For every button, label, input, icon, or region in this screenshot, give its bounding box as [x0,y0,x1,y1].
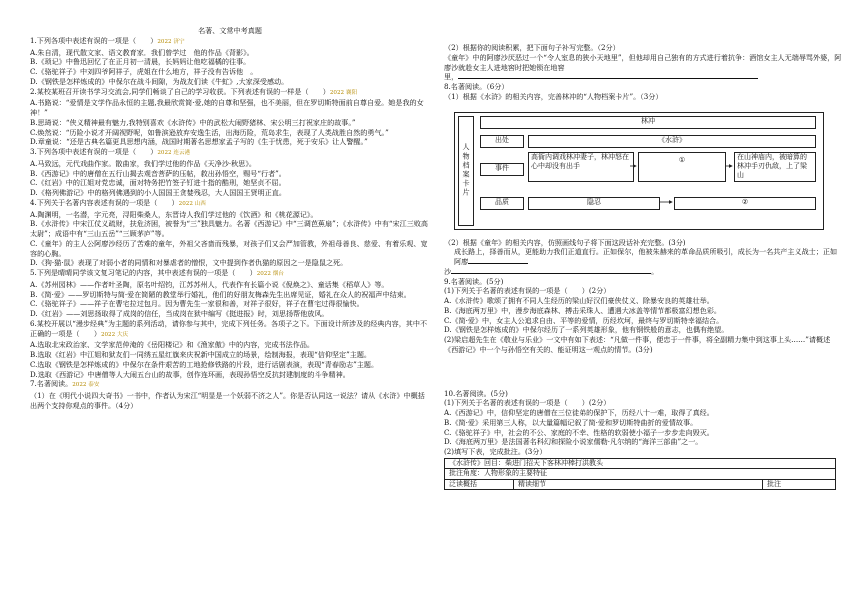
source-year-tag: 2022 山西 [178,200,206,207]
right-column [444,43,844,490]
left-lines-line [30,188,430,198]
q8-blank-1[interactable] [468,263,528,264]
table-col-skim: 泛读概括 [445,479,514,490]
right-q10-text: D.《海底两万里》是法国著名科幻和探险小说家儒勒·凡尔纳的“海洋三部曲”之一。 [444,437,703,447]
left-lines-line [30,219,430,239]
left-lines-line [30,299,430,309]
card-event-2: ① [638,152,726,182]
right-q9-text: B.《海底两万里》中，漫步海底森林、搏击采珠人、遭遇大冰盖等情节都极富幻想色彩。 [444,305,722,315]
card-source-label: 出处 [480,135,524,148]
left-lines-line [30,118,430,128]
left-lines-line [30,379,430,391]
source-year-tag: 2022 大庆 [100,331,129,338]
right-q7b-text: 里， [444,72,459,82]
question-9 [444,286,844,354]
card-side-label: 人物档案卡片 [458,116,474,226]
left-lines-text: 3.下列各项中表述有误的一项是（ ） [30,147,158,156]
left-lines-line [30,57,430,67]
left-lines-text: D.章童说：“还是古典名篇更具思想内涵，战国时期著名思想家孟子写的《生于忧患，死于安乐》让人警醒。” [30,137,368,147]
right-q7b-text: 《童年》中的阿廖沙厌恶过一个“令人室息的狭小天地里”，但他却用自己独有的方式进行着抗争：酒馆女主人无端辱骂外婆，阿廖沙就趁女主人进地窖时把她锁在地窖 [444,52,842,72]
left-lines-text: C.焕然说：“历险小说才开阔视野呢，如鲁滨逊放弃安逸生活，出海历险，荒岛求生，表现了人类战胜自然的勇气。” [30,127,389,137]
right-q7b-text: （2）根据你的阅读积累，把下面句子补写完整。（2分） [444,43,620,52]
left-lines-line [30,280,430,290]
right-q10-text: A.《西游记》中，信仰坚定的唐僧在三位徒弟的保护下，历经八十一难，取得了真经。 [444,408,714,417]
table-col-detail: 精读细节 [514,479,763,490]
left-lines-text: A.书路说：“爱情是文学作品永恒的主题,我最欣赏简·爱,她的自尊和坚强，也不美丽，但在罗切斯特面前自尊自爱。她是我的女神！” [30,98,424,117]
left-lines-text: C.选取《钢铁是怎样炼成的》中保尔在条件艰苦的工地抢修铁路的片段，进行话剧表演，表现“青春励志”主题。 [30,359,379,369]
right-q9-line [444,286,844,296]
source-year-tag: 2022 济宁 [157,38,185,45]
q8-part2-line2: 沙 。 [444,266,659,276]
left-lines-text: B.《简·爱》——罗切斯特与简·爱在简陋的教堂举行婚礼，他们的好朋友梅森先生出席见证，婚礼在众人的祝福声中结束。 [30,289,411,299]
right-q10-line [444,418,844,428]
left-lines-line [30,169,430,179]
source-year-tag: 2022 连云港 [157,150,191,156]
right-q9-text: (1)下列关于名著的表述有误的一项是（ ）(2分） [444,286,611,296]
left-lines-text: C.《骆驼祥子》——祥子在曹宅拉过包月。因为曹先生一家很和善，对祥子很好，祥子在曹宅过得很愉快。 [30,299,364,309]
q8-heading: 8.名著阅读。（6分） [444,82,509,91]
q8-blank-2[interactable] [451,273,651,274]
q8-part2-prefix: 沙 [444,266,452,276]
left-lines-text: A.选取北宋政治家、文学家范仲淹的《岳阳楼记》和《渔家傲》中的内容，完成书法作品。 [30,340,315,350]
right-q7b-line [444,53,844,73]
right-q9-line [444,335,844,355]
left-lines-line [30,391,430,411]
left-lines-text: 1.下列各项中表述有误的一项是（ ） [30,35,158,45]
left-lines-line [30,350,430,360]
left-lines-text: 4.下列关于名著内容表述有误的一项是（ ） [30,197,179,207]
left-lines-line [30,178,430,188]
character-profile-card [444,104,844,236]
q8-part2-text [444,247,844,267]
left-lines-line [30,258,430,268]
right-q10-text: C.《骆驼祥子》中，社会的不公、家庭的不幸、性格的软弱使小福子一步步走向毁灭。 [444,427,714,437]
left-lines-text: B.选取《红岩》中江姐和狱友们一同绣五星红旗来庆祝新中国成立的场景，绘制海报，表现“信仰坚定”主题。 [30,350,372,359]
card-event-1: 高衙内调戏林冲妻子，林冲怒在心中却没有出手 [528,152,634,182]
left-lines-text: C.《骆驼祥子》中刘四爷阿祥子，虎姐在什么地方，祥子没有告诉他 。 [30,67,258,76]
q8-part2-prompt: （2）根据《童年》的相关内容，仿照画线句子将下面这段话补充完整。(3分) [444,237,686,247]
left-lines-line [30,290,430,300]
left-lines-text: A.朱自清，现代散文家、语文教育家．我们曾学过 他的作品《背影》。 [30,47,254,57]
left-lines-line [30,147,430,159]
right-q9-line [444,316,844,326]
left-lines-text: A.陶渊明，一名潜，字元亮，浔阳柴桑人，东晋诗人我们学过他的《饮酒》和《桃花源记》。 [30,209,318,219]
right-q10-text: (1)下列关于名著的表述有误的一项是（ ）(2分） [444,398,611,408]
left-lines-text: D.《红岩》——刘思扬取得了成岗的信任，当成岗在狱中编写《挺进报》时，刘思扬帮他放风。 [30,309,329,318]
right-q10-text: B.《简·爱》采用第三人称，以大量篇幅记叙了简·爱和罗切斯特曲折的爱情故事。 [444,417,698,427]
right-q10-line [444,428,844,438]
left-lines-line [30,36,430,48]
q9-heading: 9.名著阅读。(5分) [444,276,504,286]
left-lines-line [30,128,430,138]
left-lines-line [30,319,430,341]
right-q7b-line [444,43,844,53]
source-year-tag: 2022 烟台 [256,271,284,277]
card-event-label: 事件 [480,163,524,176]
q10-heading: 10.名著阅读。(5分) [444,388,508,398]
right-q9-text: A.《水浒传》歌颂了拥有不同人生经历的梁山好汉们豪侠仗义、除暴安良的英雄壮举。 [444,296,714,305]
card-character-label: 品质 [480,197,524,210]
q8-part1: （1）根据《水浒》的相关内容，完善林冲的“人物档案卡片”。（3分） [444,91,663,101]
right-q9-line [444,325,844,335]
left-lines-line [30,159,430,169]
left-lines-line [30,340,430,350]
left-lines-line [30,87,430,99]
left-lines-text: D.选取《西游记》中唐僧等人大闹五台山的故事，创作连环画，表现孙悟空反抗封建制度的斗争精神。 [30,369,350,379]
q7-answer-blank[interactable] [458,78,758,79]
right-q10-line [444,437,844,447]
left-lines-line [30,137,430,147]
right-q9-line [444,296,844,306]
left-lines-text: （1）在《明代小说四大奇书》一书中，作者认为宋江“明显是一个妖弱不济之人”。你是否认同这一说法？请从《水浒》中概括出两个支持你观点的事件。（4分） [30,391,425,410]
question-10 [444,398,844,457]
card-name: 林冲 [480,116,816,129]
right-q10-line [444,398,844,408]
right-q9-text: D.《钢铁是怎样炼成的》中保尔经历了一系列英雄形象，他有钢铁般的意志，也偶有绝望。 [444,325,729,335]
left-lines-text: D.《钢铁是怎样炼成的》中保尔在战斗间隙，为战友们读《牛虻》,大家深受感动。 [30,76,289,86]
left-lines-line [30,67,430,77]
table-row-chapter: 《水浒传》回目：柴进门招天下客林冲棒打洪教头 [445,458,836,469]
left-question-list [30,36,430,411]
left-lines-text: D.《狗·猫·鼠》表现了对弱小者的同情和对暴虐者的憎恨，文中提到作者仇猫的原因之一是隐鼠之死。 [30,258,348,268]
left-lines-text: D.《格列佛游记》中的格列佛遇到的小人国国王贪婪残忍，大人国国王贤明正直。 [30,188,286,197]
source-year-tag: 2022 襄阳 [329,89,358,96]
left-lines-line [30,268,430,280]
left-lines-line [30,98,430,118]
left-lines-line [30,239,430,259]
left-lines-line [30,210,430,220]
left-column [30,0,430,411]
left-lines-text: B.《水浒传》中宋江仗义疏财，扶危济困，被誉为“三”独具魅力。名著《西游记》中“三调芭蕉扇”；《水浒传》中有“宋江三败高太尉”；成语中有“三山五岳”“三顾茅庐”等。 [30,219,429,238]
left-lines-line [30,309,430,319]
left-lines-line [30,370,430,380]
left-lines-line [30,198,430,210]
left-lines-text: 5.下列是晴晴同学该文复习笔记的内容，其中表述有误的一项是（ ） [30,268,257,277]
left-lines-text: B.《西游记》中的唐僧在五行山揭去观音菩萨的压帖，救出孙悟空，赐号“行者”。 [30,168,286,178]
right-q10-line [444,408,844,418]
q8-part2-sentence: 成长路上，择善而从，更能助力我们正道直行。正如保尔，他被朱赫来的革命品质所吸引，成长为一名共产主义战士；正如阿廖 [454,247,838,266]
left-lines-text: 2.某校某班召开读书学习交流会,同学们畅谈了自己的学习收获。下列表述有误的一样是（ ） [30,86,330,96]
left-lines-text: C.《红岩》中的江姐对党忠诚，面对特务把竹签子钉进十指的酷刑，她坚贞不屈。 [30,178,286,188]
left-lines-text: 6.某校开展以“漫步经典”为主题的系列活动，请你参与其中，完成下列任务。各项子之下。下面设计所涉及的经典内容，其中不正确的一项是（ ） [30,318,428,338]
left-lines-line [30,360,430,370]
card-event-3: 在山神庙内，被暗算的林冲手刃仇敌，上了梁山 [734,152,816,182]
page-title: 名著、文常中考真题 [198,26,262,35]
left-lines-text: A.马致远，元代戏曲作家。散曲家，我们学过他的作品《天净沙·秋思》。 [30,158,256,168]
right-q10-text: (2)填写下表，完成批注。(3分） [444,447,547,456]
left-lines-text: 7.名著阅读。 [30,379,73,389]
right-q9-text: (2)梁启超先生在《敬业与乐业》一文中有如下表述：“凡做一件事，便忠于一件事，将全副精力集中到这事上头……”请概述《西游记》中一个与孙悟空有关的、能证明这一观点的情节。(3分) [444,335,831,354]
right-q9-text: C.《简·爱》中，女主人公追求自由、平等的爱情，历经坎坷，最终与罗切斯特幸福结合。 [444,315,724,325]
left-lines-text: B.《琐记》中鲁迅回忆了在正月初一清晨，长妈妈让他吃福橘的往事。 [30,57,251,67]
left-lines-line [30,48,430,58]
question-7-part2 [444,43,844,82]
card-character-2: ② [674,197,816,210]
table-col-annotation: 批注 [763,479,836,490]
card-arrows [444,104,844,236]
left-lines-text: C.《童年》的主人公阿廖沙经历了苦难的童年，外祖父吝啬而残暴，对孩子们又会严加管教，外祖母善良、慈爱、有着乐观、宽容的心胸。 [30,238,428,258]
source-year-tag: 2022 泰安 [72,382,100,389]
left-lines-text: A.《苏州园林》——作者叶圣陶，原名叶绍钧，江苏苏州人，代表作有长篇小说《倪焕之》、童话集《稻草人》等。 [30,279,389,289]
left-lines-line [30,77,430,87]
card-source: 《水浒》 [528,135,816,148]
left-lines-text: B.思琦说：“侠义精神最有魅力,我特别喜欢《水浒传》中的武松大闹野猪林、宋公明三打祝家庄的故事。” [30,117,356,127]
right-q9-line [444,306,844,316]
card-character-1: 隐忍 [528,197,660,210]
right-q10-line [444,447,844,457]
table-row-angle: 批注角度：人物形象的主要特征 [445,469,836,480]
annotation-table [444,458,836,491]
right-q7b-line [444,72,844,82]
